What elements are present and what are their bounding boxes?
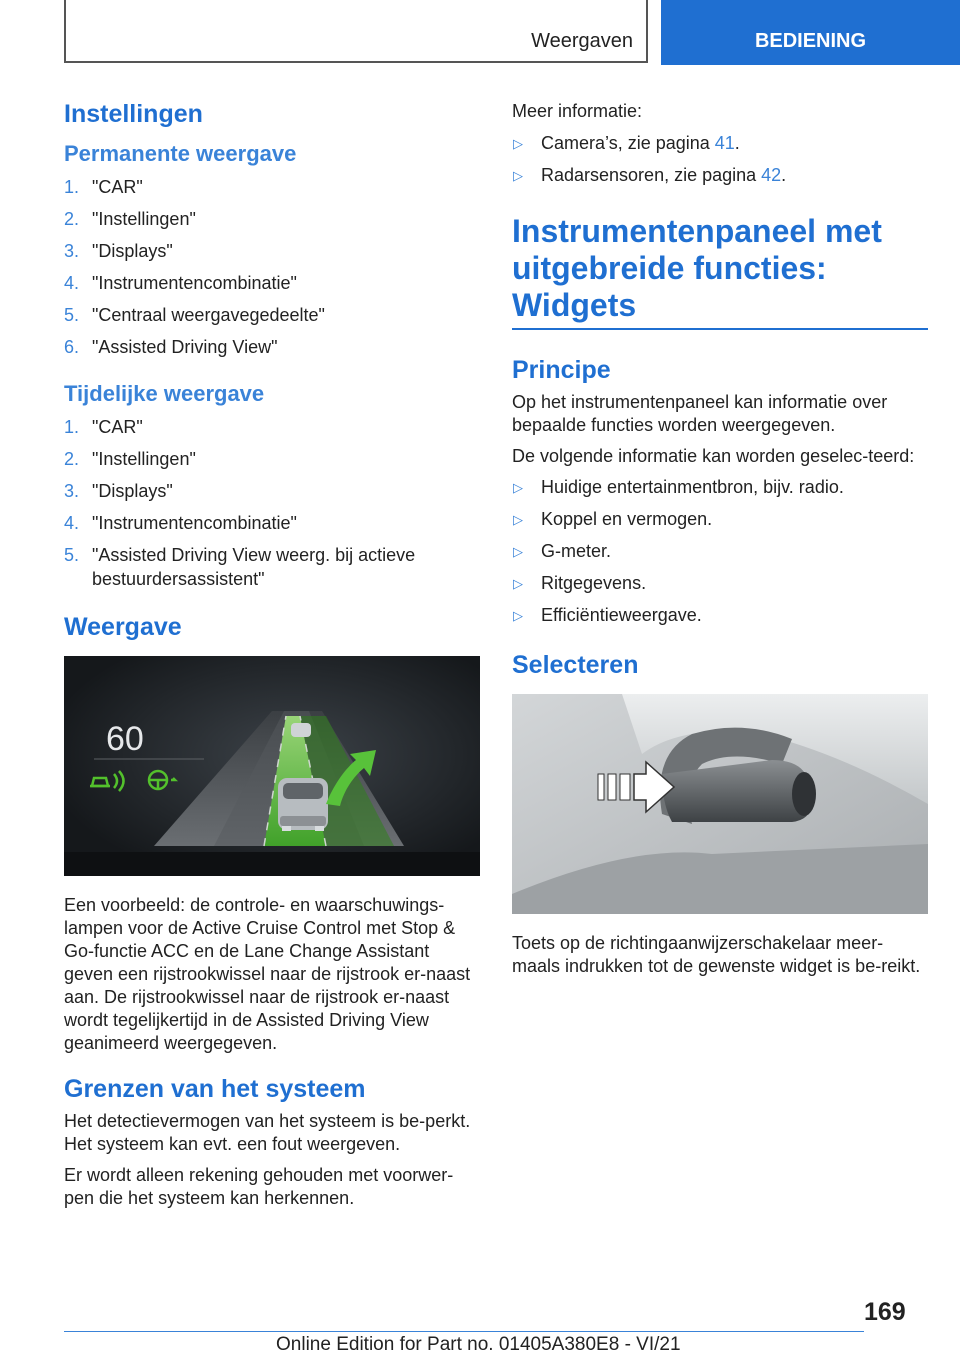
speed-value: 60 xyxy=(106,720,144,758)
list-item xyxy=(64,335,480,359)
triangle-bullet-icon: ▷ xyxy=(513,168,523,183)
widget-options-list xyxy=(512,476,928,627)
triangle-bullet-icon: ▷ xyxy=(513,576,523,591)
page-number: 169 xyxy=(864,1298,906,1326)
list-item xyxy=(64,543,480,591)
list-item xyxy=(64,447,480,471)
ref-end: . xyxy=(781,165,787,185)
limits-paragraph-1: Het detectievermogen van het systeem is be-perkt. Het systeem kan evt. een fout weergeven. xyxy=(64,1111,471,1154)
more-info-label: Meer informatie: xyxy=(512,101,643,121)
step-number: 2. xyxy=(64,209,80,229)
heading-system-limits: Grenzen van het systeem xyxy=(64,1075,366,1103)
list-item xyxy=(64,239,480,263)
section-title-settings: Instellingen xyxy=(64,100,203,128)
step-number: 2. xyxy=(64,449,80,469)
turn-signal-lever-image xyxy=(512,694,928,914)
step-number: 4. xyxy=(64,273,80,293)
principle-paragraph-1: Op het instrumentenpaneel kan informatie over bepaalde functies worden weergegeven. xyxy=(512,392,888,435)
ref-end: . xyxy=(734,133,740,153)
left-column xyxy=(64,100,480,1218)
step-number: 3. xyxy=(64,241,80,261)
step-number: 3. xyxy=(64,481,80,501)
item-text: Huidige entertainmentbron, bijv. radio. xyxy=(541,477,844,497)
header-section-title: Weergaven xyxy=(531,30,633,52)
heading-permanent-display: Permanente weergave xyxy=(64,141,297,166)
header-chapter-tab xyxy=(661,0,960,65)
triangle-bullet-icon: ▷ xyxy=(513,136,523,151)
list-item xyxy=(64,415,480,439)
list-item xyxy=(512,604,928,627)
list-item xyxy=(64,303,480,327)
step-number: 6. xyxy=(64,337,80,357)
step-number: 5. xyxy=(64,305,80,325)
list-item xyxy=(64,207,480,231)
step-text: "Assisted Driving View" xyxy=(92,337,278,357)
page-link[interactable]: 42 xyxy=(761,165,782,185)
list-item xyxy=(64,479,480,503)
assisted-driving-view-image xyxy=(64,656,480,876)
item-text: Koppel en vermogen. xyxy=(541,509,713,529)
step-number: 1. xyxy=(64,177,80,197)
list-item xyxy=(512,164,928,187)
step-text: "Instrumentencombinatie" xyxy=(92,273,297,293)
list-item xyxy=(64,271,480,295)
select-caption: Toets op de richtingaanwijzerschakelaar meer-maals indrukken tot de gewenste widget is be-reikt. xyxy=(512,933,921,976)
step-text: "CAR" xyxy=(92,177,143,197)
item-text: Efficiëntieweergave. xyxy=(541,605,702,625)
edition-info: Online Edition for Part no. 01405A380E8 - VI/21 xyxy=(276,1334,681,1355)
ref-text: Camera’s, zie pagina xyxy=(541,133,715,153)
step-number: 5. xyxy=(64,545,80,565)
turn-signal-lever-illustration xyxy=(512,694,928,914)
heading-principle: Principe xyxy=(512,356,611,384)
step-text: "Displays" xyxy=(92,481,173,501)
triangle-bullet-icon: ▷ xyxy=(513,512,523,527)
right-column xyxy=(512,100,928,986)
list-item xyxy=(512,508,928,531)
item-text: G-meter. xyxy=(541,541,612,561)
step-number: 4. xyxy=(64,513,80,533)
step-number: 1. xyxy=(64,417,80,437)
list-item xyxy=(512,132,928,155)
temporary-steps-list xyxy=(64,415,480,591)
list-item xyxy=(64,175,480,199)
list-item xyxy=(512,476,928,499)
footer-divider xyxy=(64,1331,864,1332)
step-text: "Instrumentencombinatie" xyxy=(92,513,297,533)
principle-paragraph-2: De volgende informatie kan worden geselec-teerd: xyxy=(512,446,915,466)
permanent-steps-list xyxy=(64,175,480,359)
ref-text: Radarsensoren, zie pagina xyxy=(541,165,762,185)
step-text: "Centraal weergavegedeelte" xyxy=(92,305,325,325)
list-item xyxy=(512,572,928,595)
step-text: "Assisted Driving View weerg. bij actieve bestuurdersassistent" xyxy=(92,545,416,589)
heading-display: Weergave xyxy=(64,613,182,641)
heading-temporary-display: Tijdelijke weergave xyxy=(64,381,265,406)
step-text: "Instellingen" xyxy=(92,449,196,469)
triangle-bullet-icon: ▷ xyxy=(513,480,523,495)
triangle-bullet-icon: ▷ xyxy=(513,544,523,559)
triangle-bullet-icon: ▷ xyxy=(513,608,523,623)
page-link[interactable]: 41 xyxy=(714,133,735,153)
reference-list xyxy=(512,132,928,187)
chapter-title: Instrumentenpaneel met uitgebreide functies: Widgets xyxy=(512,213,928,330)
list-item xyxy=(512,540,928,563)
item-text: Ritgegevens. xyxy=(541,573,647,593)
assisted-driving-view-illustration xyxy=(64,656,480,876)
step-text: "Displays" xyxy=(92,241,173,261)
chapter-label: BEDIENING xyxy=(754,30,867,52)
limits-paragraph-2: Er wordt alleen rekening gehouden met voorwer-pen die het systeem kan herkennen. xyxy=(64,1165,454,1208)
step-text: "Instellingen" xyxy=(92,209,196,229)
list-item xyxy=(64,511,480,535)
display-caption: Een voorbeeld: de controle- en waarschuwings-lampen voor de Active Cruise Control met Stop & Go-functie ACC en de Lane Change Assistant geven een rijstrookwissel naar de rijstrook er-naast aan. De rijstrookwissel naar de rijstrook er-naast wordt tegelijkertijd in de Assisted Driving View geanimeerd weergegeven. xyxy=(64,895,471,1053)
step-text: "CAR" xyxy=(92,417,143,437)
heading-select: Selecteren xyxy=(512,651,639,679)
